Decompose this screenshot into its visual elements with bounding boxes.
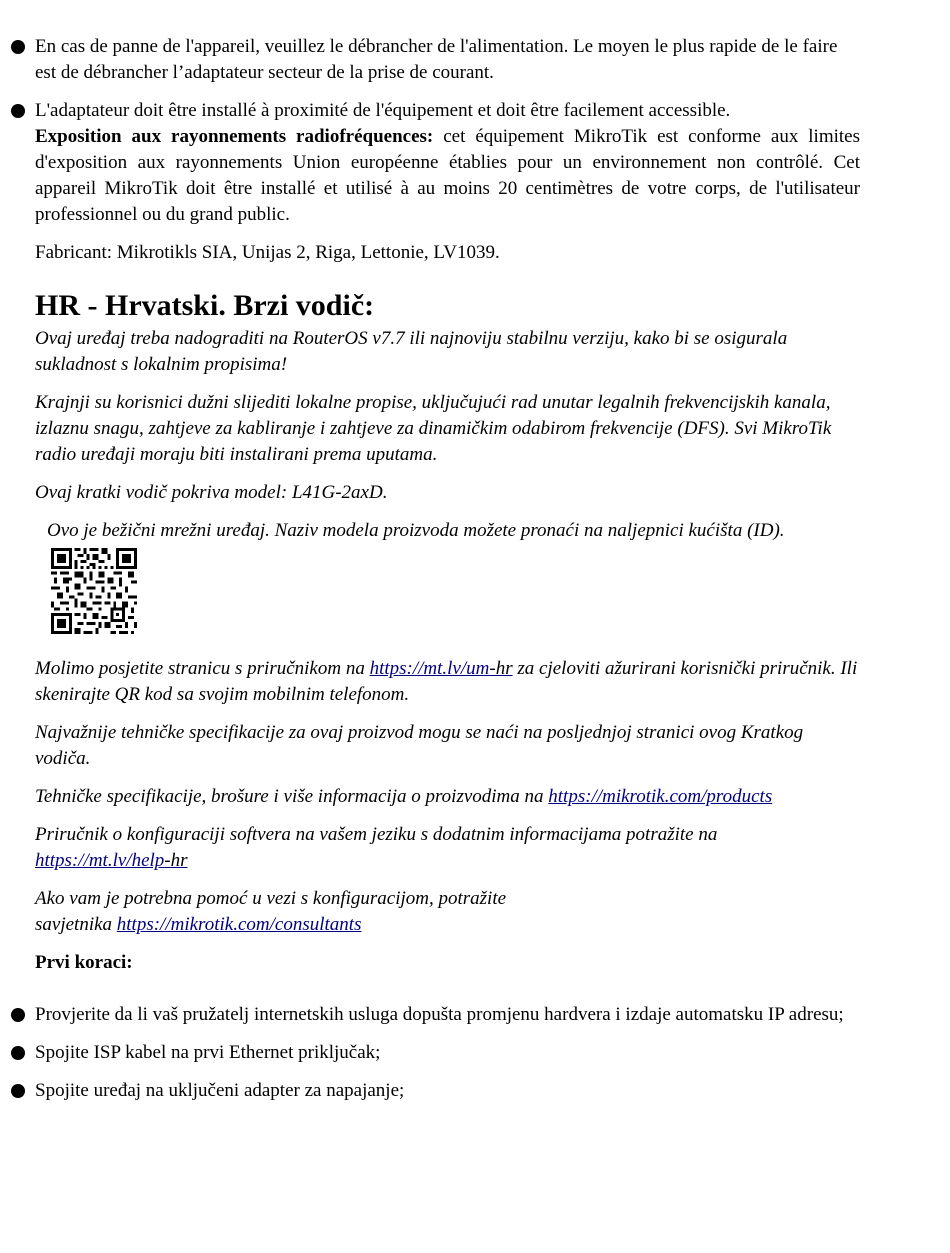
bullet-icon: [11, 1084, 25, 1098]
steps-list: [35, 1002, 860, 1104]
regulation-notice: Krajnji su korisnici dužni slijediti lokalne propise, uključujući rad unutar legalnih frekvencijskih kanala, izlaznu snagu, zahtjeve za kabliranje i zahtjeve za dinamičkim odabirom frekvencije (DFS). Svi MikroTik radio uređaji moraju biti instalirani prema uputama.: [35, 392, 832, 465]
list-item: [35, 98, 860, 124]
model-text: Ovaj kratki vodič pokriva model: L41G-2axD.: [35, 482, 388, 503]
config-text: Priručnik o konfiguraciji softvera na vašem jeziku s dodatnim informacijama potražite na: [35, 824, 718, 845]
manual-text-pre: Molimo posjetite stranicu s priručnikom na: [35, 658, 370, 679]
rf-exposure-text: cet équipement MikroTik est conforme aux limites d'exposition aux rayonnements Union européenne établies pour un environnement non contrôlé. Cet appareil MikroTik doit être installé et utilisé à au moins 20 centimètres de votre corps, de l'utilisateur professionnel ou du grand public.: [35, 126, 860, 225]
specs-paragraph: Najvažnije tehničke specifikacije za ovaj proizvod mogu se naći na posljednjoj stranici ovog Kratkog vodiča.: [35, 722, 804, 769]
consultants-text: Ako vam je potrebna pomoć u vezi s konfiguracijom, potražite savjetnika: [35, 888, 507, 935]
device-id-text: Ovo je bežični mrežni uređaj. Naziv modela proizvoda možete pronaći na naljepnici kućišta (ID).: [47, 520, 785, 541]
bullet-icon: [11, 40, 25, 54]
manual-paragraph: [35, 656, 860, 708]
list-item: [35, 1040, 860, 1066]
bullet-icon: [11, 1046, 25, 1060]
list-item-text: Spojite ISP kabel na prvi Ethernet priključak;: [35, 1042, 381, 1063]
consultants-paragraph: [35, 886, 535, 938]
first-steps-heading: Prvi koraci:: [35, 952, 133, 973]
section-heading: HR - Hrvatski. Brzi vodič:: [35, 289, 375, 322]
bullet-icon: [11, 1008, 25, 1022]
document-page: [35, 34, 860, 1116]
list-item-text: Provjerite da li vaš pružatelj internetskih usluga dopušta promjenu hardvera i izdaje automatsku IP adresu;: [35, 1004, 844, 1025]
list-item: [35, 1002, 860, 1028]
manual-link-suffix: -hr: [489, 658, 513, 679]
manufacturer-text: Fabricant: Mikrotikls SIA, Unijas 2, Riga, Lettonie, LV1039.: [35, 242, 500, 263]
list-item: [35, 34, 860, 86]
help-link[interactable]: [35, 850, 188, 871]
list-item-text: En cas de panne de l'appareil, veuillez le débrancher de l'alimentation. Le moyen le plus rapide de le faire est de débrancher l’adaptateur secteur de la prise de courant.: [35, 36, 838, 83]
manual-link-text: https://mt.lv/um: [369, 658, 490, 679]
manual-text-post: za cjeloviti ažurirani korisnički priručnik. Ili skenirajte QR kod sa svojim mobilnim telefonom.: [35, 658, 858, 705]
qr-code-icon[interactable]: [51, 548, 137, 634]
bullet-icon: [11, 104, 25, 118]
list-item-text: L'adaptateur doit être installé à proximité de l'équipement et doit être facilement accessible.: [35, 100, 731, 121]
brochures-paragraph: [35, 784, 860, 810]
upgrade-notice: Ovaj uređaj treba nadograditi na RouterOS v7.7 ili najnoviju stabilnu verziju, kako bi se osigurala sukladnost s lokalnim propisima!: [35, 328, 788, 375]
rf-exposure-label: Exposition aux rayonnements radiofréquences:: [35, 126, 434, 147]
help-link-suffix: -hr: [164, 850, 188, 871]
manual-link[interactable]: [370, 658, 513, 679]
rf-exposure-paragraph: [35, 124, 860, 228]
consultants-link[interactable]: https://mikrotik.com/consultants: [116, 914, 362, 935]
products-link[interactable]: https://mikrotik.com/products: [548, 786, 773, 807]
brochures-text: Tehničke specifikacije, brošure i više informacija o proizvodima na: [35, 786, 549, 807]
help-link-text: https://mt.lv/help: [35, 850, 165, 871]
list-item: [35, 1078, 860, 1104]
config-paragraph: [35, 822, 735, 874]
list-item-text: Spojite uređaj na uključeni adapter za napajanje;: [35, 1080, 405, 1101]
